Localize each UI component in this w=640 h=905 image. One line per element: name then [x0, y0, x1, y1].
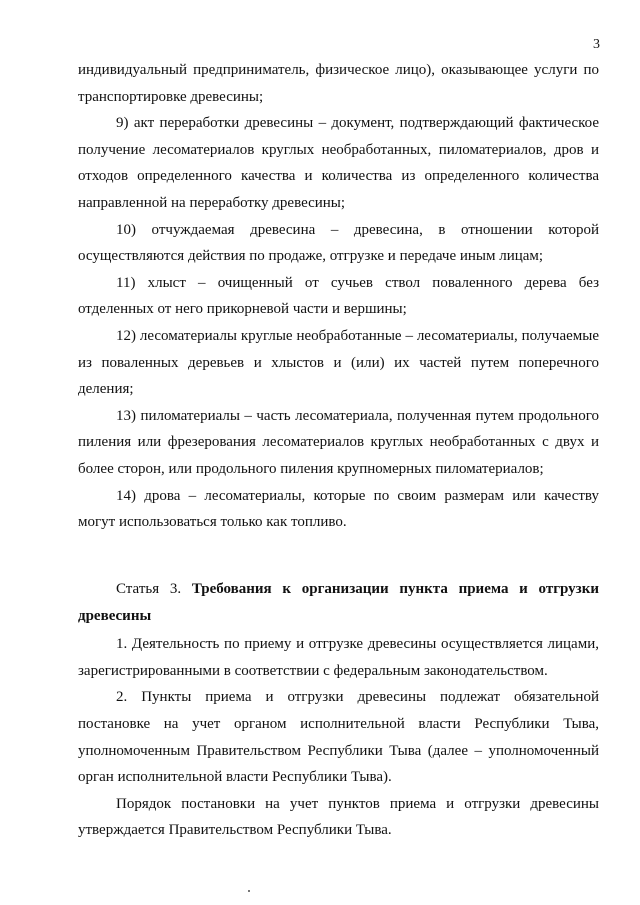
article-label: Статья 3. [116, 581, 182, 597]
scan-artifact-dot [248, 890, 250, 892]
article-3-section [78, 576, 599, 844]
article-paragraph-1: 1. Деятельность по приему и отгрузке древесины осуществляется лицами, зарегистрированными в соответствии с федеральным законодательством. [78, 636, 599, 679]
page-number: 3 [593, 37, 600, 52]
definition-item-13: 13) пиломатериалы – часть лесоматериала, полученная путем продольного пиления или фрезерования лесоматериалов круглых необработанных с двух и более сторон, или продольного пиления крупномерных пиломатериалов; [78, 407, 599, 477]
definition-item-9: 9) акт переработки древесины – документ, подтверждающий фактическое получение лесоматериалов круглых необработанных, пиломатериалов, дров и отходов определенного качества и количества из определенного количества направленной на переработку древесины; [78, 115, 599, 211]
article-paragraph-2: 2. Пункты приема и отгрузки древесины подлежат обязательной постановке на учет органом исполнительной власти Республики Тыва, уполномоченным Правительством Республики Тыва (далее – уполномоченный орган исполнительной власти Республики Тыва). [78, 689, 599, 786]
definition-continuation: индивидуальный предприниматель, физическое лицо), оказывающее услуги по транспортировке древесины; [78, 62, 599, 105]
definition-item-11: 11) хлыст – очищенный от сучьев ствол поваленного дерева без отделенных от него прикорневой части и вершины; [78, 274, 599, 318]
definitions-section [78, 57, 599, 536]
definition-item-14: 14) дрова – лесоматериалы, которые по своим размерам или качеству могут использоваться только как топливо. [78, 487, 599, 531]
definition-item-12: 12) лесоматериалы круглые необработанные – лесоматериалы, получаемые из поваленных деревьев и хлыстов и (или) их частей путем поперечного деления; [78, 327, 599, 398]
definition-item-10: 10) отчуждаемая древесина – древесина, в отношении которой осуществляются действия по продаже, отгрузке и передаче иным лицам; [78, 221, 599, 265]
article-heading [78, 576, 599, 629]
article-title: Требования к организации пункта приема и отгрузки древесины [78, 581, 599, 624]
article-paragraph-3: Порядок постановки на учет пунктов приема и отгрузки древесины утверждается Правительством Республики Тыва. [78, 795, 599, 839]
